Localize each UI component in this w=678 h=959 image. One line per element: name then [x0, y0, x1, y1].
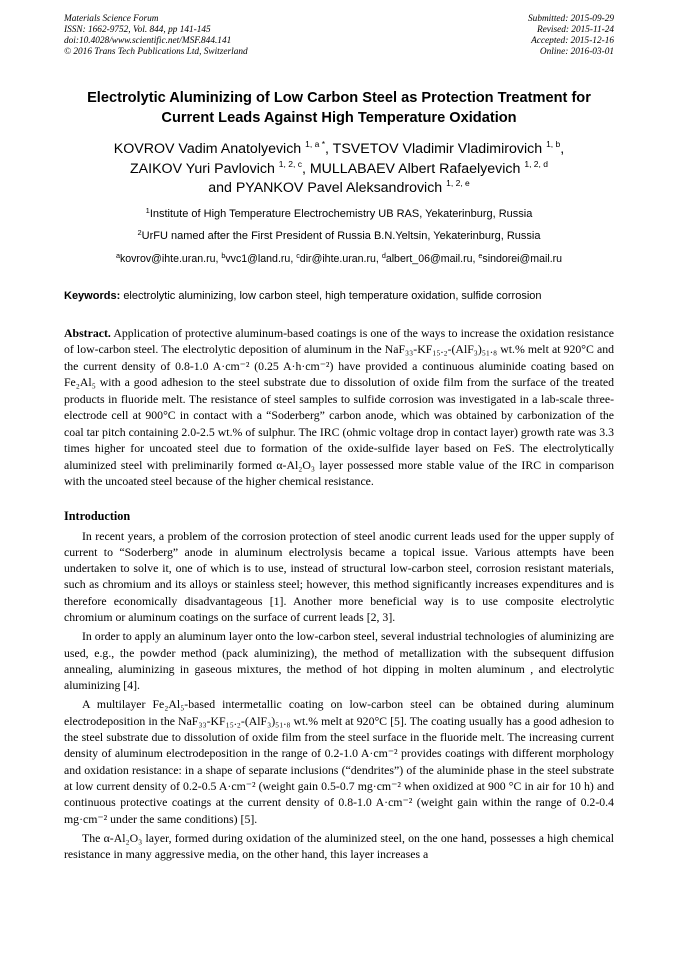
journal-issn: ISSN: 1662-9752, Vol. 844, pp 141-145 — [64, 25, 211, 35]
paragraph: In order to apply an aluminum layer onto the low-carbon steel, several industrial technologies of aluminizing are used, e.g., the powder method (pack aluminizing), the method of metallization with the subsequent diffusion annealing, aluminizing in gaseous mixtures, the method of hot dipping in molten aluminum , and electrolytic aluminizing [4]. — [64, 629, 614, 693]
journal-name: Materials Science Forum — [64, 14, 159, 24]
abstract-text: Application of protective aluminum-based coatings is one of the ways to increase the oxidation resistance of low-carbon steel. The electrolytic deposition of aluminum in the NaF₃₃-KF₁₅.₂-(AlF₃)₅₁.₈ wt.% melt at 920°C and the current density of 0.8-1.0 A·cm⁻² (0.25 A·h·cm⁻²) have provided a continuous aluminide coating based on Fe₂Al₅ with a good adhesion to the steel substrate due to dissolution of oxide film from the surface of the treated products in fluoride melt. The resistance of steel samples to sulfide corrosion was investigated in a lab-scale three-electrode cell at 900°C in contact with a “Soderberg” carbon anode, which was obtained by carbonization of the coal tar pitch containing 2.0-2.5 wt.% of sulphur. The IRC (ohmic voltage drop in contact layer) growth rate was 3.3 times higher for uncoated steel due to formation of the oxide-sulfide layer based on FeS. The electrolytically aluminized steel with preliminarily formed α-Al₂O₃ layer possessed more stable value of the IRC in comparison with the uncoated steel because of the higher chemical resistance. — [64, 325, 614, 488]
affiliation-marker: 2 — [137, 227, 142, 237]
date-accepted: Accepted: 2015-12-16 — [531, 36, 614, 46]
journal-doi[interactable]: doi:10.4028/www.scientific.net/MSF.844.141 — [64, 36, 232, 46]
author-line — [64, 140, 614, 160]
author-name: KOVROV Vadim Anatolyevich — [113, 141, 302, 157]
affiliation-1 — [64, 205, 614, 221]
author-separator: , — [560, 141, 565, 157]
email-link[interactable]: albert_06@mail.ru — [385, 252, 473, 265]
author-name: ZAIKOV Yuri Pavlovich — [130, 160, 275, 177]
keywords-text: electrolytic aluminizing, low carbon steel, high temperature oxidation, sulfide corrosion — [123, 289, 542, 302]
abstract — [64, 325, 614, 490]
email-marker: d — [381, 250, 386, 260]
date-online: Online: 2016-03-01 — [539, 47, 614, 57]
paragraph: In recent years, a problem of the corrosion protection of steel anodic current leads used for the upper supply of current to “Soderberg” anode in aluminum electrolysis became a topical issue. Various attempts have been undertaken to solve it, one of which is to use, instead of structural low-carbon steel, corrosion resistant materials, such as chromium and its alloys or stainless steel; however, this method significantly increases expenditures and is therefore economically disadvantageous [1]. Another more beneficial way is to use composite electrolytic chromium or aluminum coatings on the surface of current leads [2, 3]. — [64, 528, 614, 624]
email-link[interactable]: kovrov@ihte.uran.ru — [119, 252, 216, 265]
publication-dates — [528, 14, 614, 58]
author-name: PYANKOV Pavel Aleksandrovich — [235, 180, 443, 196]
email-marker: e — [478, 250, 483, 260]
keywords — [64, 289, 614, 303]
email-link[interactable]: vvc1@land.ru — [225, 252, 291, 265]
author-separator: , — [325, 141, 333, 157]
email-marker: b — [221, 250, 226, 260]
paragraph: The α-Al₂O₃ layer, formed during oxidation of the aluminized steel, on the one hand, possesses a high chemical resistance in many aggressive media, on the other hand, this layer increases a — [64, 830, 614, 862]
email-marker: c — [296, 250, 300, 260]
author-line — [64, 160, 614, 180]
affiliation-marker: 1 — [145, 205, 150, 215]
author-affiliation-marker: 1, b — [546, 139, 561, 149]
author-name: MULLABAEV Albert Rafaelyevich — [309, 160, 521, 177]
author-list — [64, 140, 614, 199]
author-affiliation-marker: 1, 2, d — [524, 158, 548, 169]
author-affiliation-marker: 1, 2, e — [446, 178, 470, 188]
abstract-label: Abstract. — [64, 325, 111, 340]
author-name: TSVETOV Vladimir Vladimirovich — [332, 141, 543, 157]
paragraph: A multilayer Fe₂Al₅-based intermetallic coating on low-carbon steel can be obtained during aluminum electrodeposition in the NaF₃₃-KF₁₅.₂-(AlF₃)₅₁.₈ wt.% melt at 920°C [5]. The coating usually has a good adhesion to the steel substrate due to dissolution of oxide film from the steel surface in the fluoride melt. The increasing current density of aluminum electrodeposition in the range of 0.2-1.0 A·cm⁻² provides coatings with different morphology and oxidation resistance: in a shape of separate inclusions (“dendrites”) of the aluminide phase in the steel substrate at low current density of 0.2-0.5 A·cm⁻² (weight gain 0.5-0.7 mg·cm⁻² when oxidized at 900 °C in air for 10 h) and continuous protective coatings at the current density of 0.8-1.0 A·cm⁻² (weight gain within the range of 0.2-0.4 mg·cm⁻² under the same conditions) [5]. — [64, 697, 614, 826]
paper-title: Electrolytic Aluminizing of Low Carbon Steel as Protection Treatment for Current Leads Against High Temperature Oxidation — [87, 90, 591, 126]
author-affiliation-marker: 1, 2, c — [278, 158, 302, 169]
section-heading: Introduction — [64, 508, 131, 523]
author-separator: , — [301, 160, 310, 177]
journal-info — [64, 14, 248, 58]
author-affiliation-marker: 1, a * — [305, 139, 326, 149]
email-link[interactable]: dir@ihte.uran.ru — [299, 252, 376, 265]
journal-header — [64, 14, 614, 58]
keywords-label: Keywords: — [64, 289, 121, 302]
email-marker: a — [115, 250, 120, 260]
affiliation-text: Institute of High Temperature Electrochemistry UB RAS, Yekaterinburg, Russia — [149, 207, 533, 220]
journal-copyright: © 2016 Trans Tech Publications Ltd, Switzerland — [64, 47, 248, 57]
affiliation-2 — [64, 227, 614, 243]
email-link[interactable]: sindorei@mail.ru — [482, 252, 563, 265]
introduction-body — [64, 528, 614, 863]
date-submitted: Submitted: 2015-09-29 — [528, 14, 614, 24]
author-conjunction: and — [208, 180, 236, 196]
date-revised: Revised: 2015-11-24 — [536, 25, 614, 35]
author-line — [64, 179, 614, 199]
email-list: $^a$kovrov@ihte.uran.ru, $^b$vvc1@land.ru, $^c$dir@ihte.uran.ru, $^d$albert_06@mail.ru, $^e$sindorei@mail.ru — [115, 250, 563, 265]
affiliation-text: UrFU named after the First President of Russia B.N.Yeltsin, Yekaterinburg, Russia — [141, 229, 541, 242]
